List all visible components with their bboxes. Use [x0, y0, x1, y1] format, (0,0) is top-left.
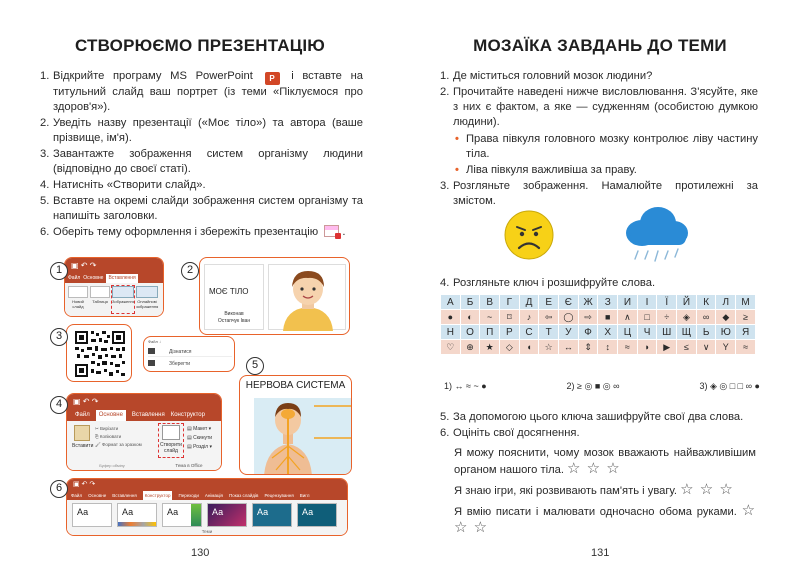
theme-teal[interactable]: Аа	[252, 503, 292, 527]
encoded-words	[444, 381, 760, 392]
tab-view-3[interactable]: Вигл	[299, 493, 310, 498]
encoded-word-1: 1) ↔ ≈ ~ ●	[444, 381, 487, 391]
cipher-letter: Є	[558, 295, 578, 310]
screenshot-design-themes	[66, 478, 348, 536]
statement-1: • Права півкуля головного мозку контролює ліву частину тіла.	[455, 133, 758, 160]
menu-header: Файл ↓	[148, 339, 161, 344]
cipher-symbol: ↕	[598, 340, 618, 355]
step-1: 1. Відкрийте програму MS PowerPoint P і вставте на титульний слайд ваш портрет (із теми «Піклуємося про здоров'я»).	[40, 70, 363, 113]
clipboard-icon	[74, 425, 90, 441]
cipher-letter: Ї	[657, 295, 677, 310]
table-button[interactable]: Таблиця	[90, 286, 110, 313]
slide-menu	[187, 425, 212, 452]
slide-title: МОЄ ТІЛО	[209, 287, 249, 296]
ribbon-tabs-2	[67, 410, 221, 421]
badge-1: 1	[50, 262, 68, 280]
tab-file[interactable]: Файл	[68, 275, 81, 281]
quick-access-icons-2: ▣ ↶ ↷	[73, 397, 99, 406]
task-6: 6. Оцініть свої досягнення.	[440, 427, 580, 439]
cipher-row	[441, 310, 756, 325]
cipher-letter: Г	[500, 295, 520, 310]
cipher-symbol: ≤	[677, 340, 697, 355]
cipher-symbol: ⇕	[578, 340, 598, 355]
self-assessment-1: Я можу пояснити, чому мозок вважають найважливішим органом нашого тіла. ☆ ☆ ☆	[454, 447, 756, 477]
cipher-letter: З	[598, 295, 618, 310]
cipher-row	[441, 340, 756, 355]
title-slide-left	[204, 264, 264, 330]
tab-home-2[interactable]: Основне	[96, 410, 126, 421]
encoded-word-2: 2) ≥ ◎ ■ ◎ ∞	[566, 381, 620, 391]
presentation-steps	[40, 69, 363, 241]
cipher-symbol: ↔	[558, 340, 578, 355]
cipher-letter: І	[637, 295, 657, 310]
cipher-letter: Н	[441, 325, 461, 340]
quick-access-icons: ▣ ↶ ↷	[71, 261, 97, 270]
cipher-letter: Д	[519, 295, 539, 310]
page-number-left: 130	[191, 547, 210, 559]
new-slide-button-2[interactable]: Створити слайд	[159, 424, 183, 457]
cipher-symbol: ☆	[539, 340, 559, 355]
tab-animation-3[interactable]: Анімація	[204, 493, 223, 498]
task-list-5	[440, 410, 758, 442]
statement-2: • Ліва півкуля важливіша за праву.	[455, 164, 637, 176]
cipher-letter: Щ	[677, 325, 697, 340]
badge-5: 5	[246, 357, 264, 375]
right-page-title: МОЗАЇКА ЗАВДАНЬ ДО ТЕМИ	[473, 36, 727, 55]
online-pictures-button[interactable]: Онлайнові зображення	[136, 286, 158, 313]
cipher-symbol: ◖	[519, 340, 539, 355]
cipher-symbol: ♪	[519, 310, 539, 325]
ribbon-title-bar	[65, 258, 163, 274]
theme-office[interactable]: Аа	[72, 503, 112, 527]
cipher-symbol: ≈	[618, 340, 638, 355]
office-theme-label: Тема в Office	[175, 463, 203, 468]
task-2: 2. Прочитайте наведені нижче висловлювання. З'ясуйте, яке з них є фактом, а яке — судженням (особистою думкою людини). • Права півкуля головного мозку контролює ліву частину тіла. • Ліва півкуля важливіша за праву.	[440, 86, 758, 176]
theme-plain[interactable]: Аа	[117, 503, 157, 527]
task-4: 4. Розгляньте ключ і розшифруйте слова.	[440, 277, 656, 289]
badge-6: 6	[50, 480, 68, 498]
cipher-symbol: ÷	[657, 310, 677, 325]
task-list-4	[440, 276, 758, 292]
home-ribbon-body	[67, 421, 221, 470]
cipher-letter: Б	[460, 295, 480, 310]
cipher-letter: Ц	[618, 325, 638, 340]
cipher-letter: П	[480, 325, 500, 340]
cipher-symbol: Y	[716, 340, 736, 355]
tab-design-3[interactable]: Конструктор	[144, 493, 171, 498]
theme-purple[interactable]: Аа	[207, 503, 247, 527]
rating-stars-2[interactable]: ☆ ☆ ☆	[680, 481, 734, 498]
badge-4: 4	[50, 396, 68, 414]
step-3: 3. Завантажте зображення систем організму людини (відповідно до своєї статі).	[40, 148, 363, 175]
screenshot-insert-ribbon	[64, 257, 164, 317]
cipher-letter: О	[460, 325, 480, 340]
cipher-symbol: ●	[441, 310, 461, 325]
picture-button[interactable]: Зображення	[112, 286, 134, 313]
cipher-symbol: ◗	[637, 340, 657, 355]
cipher-symbol: ≈	[736, 340, 756, 355]
task-3: 3. Розгляньте зображення. Намалюйте протилежні за змістом.	[440, 180, 758, 207]
folder-icon	[148, 348, 155, 354]
clipboard-commands	[95, 425, 142, 449]
cipher-letter: Е	[539, 295, 559, 310]
cipher-letter: Я	[736, 325, 756, 340]
paste-button[interactable]: Вставити	[72, 425, 92, 449]
step-5: 5. Вставте на окремі слайди зображення систем організму та напишіть заголовки.	[40, 195, 363, 222]
left-page-title: СТВОРЮЄМО ПРЕЗЕНТАЦІЮ	[74, 36, 325, 55]
cipher-letter: Ш	[657, 325, 677, 340]
cipher-symbol: ⊕	[460, 340, 480, 355]
cipher-symbol: □	[637, 310, 657, 325]
quick-access-icons-3: ▣ ↶ ↷	[73, 481, 96, 488]
badge-2: 2	[181, 262, 199, 280]
cipher-symbol: ★	[480, 340, 500, 355]
cipher-symbol: ◈	[677, 310, 697, 325]
themes-gallery	[67, 500, 347, 535]
cipher-symbol: ∧	[618, 310, 638, 325]
cipher-symbol: ~	[480, 310, 500, 325]
cipher-row	[441, 295, 756, 310]
step-4: 4. Натисніть «Створити слайд».	[40, 179, 206, 191]
slide-icon	[162, 425, 180, 440]
cipher-letter: Ю	[716, 325, 736, 340]
cipher-letter: Ф	[578, 325, 598, 340]
cipher-symbol: ◐	[460, 310, 480, 325]
section-button[interactable]: ▤ Розділ ▾	[187, 444, 212, 450]
tab-design-2[interactable]: Конструктор	[170, 412, 205, 418]
screenshot-nervous-system	[239, 375, 352, 475]
screenshot-qr-code	[66, 324, 132, 382]
cipher-letter: К	[696, 295, 716, 310]
slide-subtitle-2: Остапчук Іван	[217, 318, 251, 324]
tab-insert-3[interactable]: Вставлення	[112, 493, 137, 498]
cipher-symbol: ▶	[657, 340, 677, 355]
themes-group-label: Теми	[201, 529, 213, 534]
cipher-symbol: ≥	[736, 310, 756, 325]
task-list	[440, 69, 758, 210]
cipher-symbol: ⌑	[500, 310, 520, 325]
layout-button[interactable]: ▤ Макет ▾	[187, 426, 212, 432]
cipher-letter: С	[519, 325, 539, 340]
cipher-symbol: ∨	[696, 340, 716, 355]
cipher-symbol: ◆	[716, 310, 736, 325]
bullet-dot: •	[455, 164, 459, 176]
portrait-image	[268, 264, 346, 330]
screenshot-title-slide	[199, 257, 350, 335]
self-assessment-3: Я вмію писати і малювати одночасно обома руками. ☆ ☆ ☆	[454, 502, 757, 536]
menu-item-save[interactable]: Зберегти	[148, 359, 232, 369]
bullet-dot: •	[455, 133, 459, 145]
powerpoint-icon: P	[265, 72, 280, 85]
cipher-letter: Ж	[578, 295, 598, 310]
save-icon	[148, 360, 155, 366]
slide-subtitle-1: Виконав	[224, 311, 244, 317]
cipher-key-table	[440, 294, 756, 355]
boy-portrait-icon	[269, 265, 347, 331]
copy-button[interactable]: ⎘ Копіювати	[95, 434, 122, 439]
slide-heading-nervous: НЕРВОВА СИСТЕМА	[245, 380, 346, 391]
page-number-right: 131	[591, 547, 610, 559]
cipher-letter: Ч	[637, 325, 657, 340]
menu-item-learn[interactable]: Дізнатися	[148, 347, 232, 357]
cipher-symbol: ◯	[558, 310, 578, 325]
cipher-symbol: ⇦	[539, 310, 559, 325]
badge-3: 3	[50, 328, 68, 346]
cipher-letter: У	[558, 325, 578, 340]
theme-blue[interactable]: Аа	[297, 503, 337, 527]
tab-insert[interactable]: Вставлення	[108, 275, 136, 281]
nervous-system-icon	[254, 398, 352, 475]
cipher-letter: Т	[539, 325, 559, 340]
self-assessment-2: Я знаю ігри, які розвивають пам'ять і увагу. ☆ ☆ ☆	[454, 481, 734, 498]
ribbon-tabs-3	[67, 491, 347, 500]
cipher-symbol: ◇	[500, 340, 520, 355]
cipher-letter: И	[618, 295, 638, 310]
cipher-row	[441, 325, 756, 340]
cipher-symbol: ∞	[696, 310, 716, 325]
task-1: 1. Де міститься головний мозок людини?	[440, 70, 653, 82]
screenshot-home-ribbon	[66, 393, 222, 471]
cut-button[interactable]: ✂ Вирізати	[95, 426, 119, 431]
cipher-symbol: ♡	[441, 340, 461, 355]
encoded-word-3: 3) ◈ ◎ □ □ ∞ ●	[699, 381, 760, 391]
cipher-symbol: ■	[598, 310, 618, 325]
tab-insert-2[interactable]: Вставлення	[131, 412, 165, 418]
tab-home[interactable]: Основне	[83, 275, 104, 281]
tab-home-3[interactable]: Основне	[88, 493, 107, 498]
cipher-letter: Ь	[696, 325, 716, 340]
nervous-system-image	[254, 398, 351, 474]
statement-list	[453, 132, 758, 178]
cipher-letter: М	[736, 295, 756, 310]
ribbon-buttons	[65, 283, 163, 316]
tab-review-3[interactable]: Рецензування	[264, 493, 294, 498]
ribbon-title-bar-3	[67, 479, 347, 491]
rating-stars-3[interactable]: ☆ ☆ ☆	[454, 502, 757, 536]
theme-icon	[324, 225, 339, 237]
tab-transitions-3[interactable]: Переходи	[178, 493, 199, 498]
ribbon-tabs	[65, 274, 163, 283]
qr-code-icon	[67, 325, 132, 382]
task-5: 5. За допомогою цього ключа зашифруйте свої два слова.	[440, 411, 744, 423]
tab-file-3[interactable]: Файл	[71, 493, 83, 498]
cipher-letter: А	[441, 295, 461, 310]
new-slide-button[interactable]: Новий слайд	[68, 286, 88, 313]
sad-face-icon	[503, 209, 555, 261]
screenshot-file-menu	[143, 336, 235, 372]
step-2: 2. Уведіть назву презентації («Моє тіло») та автора (ваше прізвище, ім'я).	[40, 117, 363, 144]
tab-file-2[interactable]: Файл	[75, 412, 90, 418]
tab-slideshow-3[interactable]: Показ слайдів	[228, 493, 259, 498]
cipher-symbol: ⇨	[578, 310, 598, 325]
rain-cloud-icon	[622, 205, 690, 265]
cipher-letter: Р	[500, 325, 520, 340]
cipher-letter: Х	[598, 325, 618, 340]
format-painter-button[interactable]: 🖌 Формат за зразком	[95, 442, 142, 447]
step-6: 6. Оберіть тему оформлення і збережіть презентацію .	[40, 226, 346, 238]
cipher-letter: Л	[716, 295, 736, 310]
clipboard-group-label: Буфер обміну	[99, 463, 125, 468]
cipher-letter: Й	[677, 295, 697, 310]
theme-green[interactable]: Аа	[162, 503, 202, 527]
ribbon-title-bar-2	[67, 394, 221, 410]
rating-stars-1[interactable]: ☆ ☆ ☆	[567, 460, 621, 477]
cipher-letter: В	[480, 295, 500, 310]
reset-button[interactable]: ▤ Скинути	[187, 435, 213, 441]
